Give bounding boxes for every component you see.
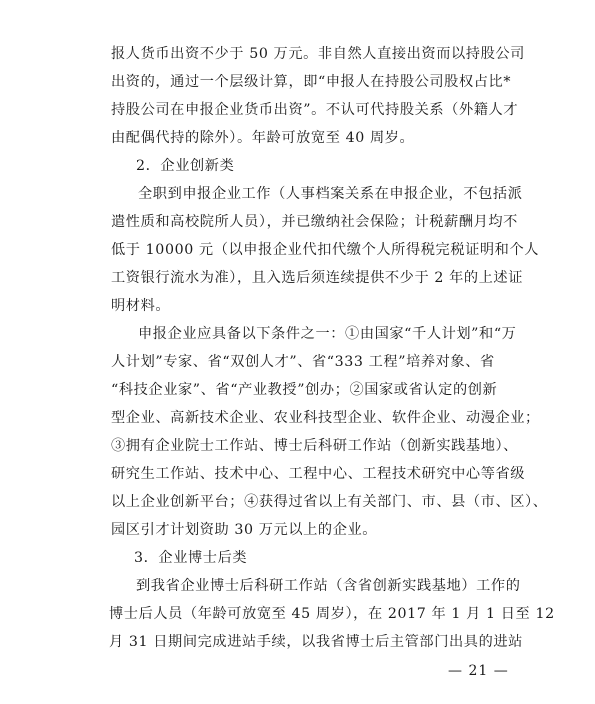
text-line: 明材料。 [111,298,171,314]
text-line: “科技企业家”、省“产业教授”创办；②国家或省认定的创新 [111,382,498,398]
text-line: 人计划”专家、省“双创人才”、省“333 工程”培养对象、省 [111,354,495,370]
text-line: 遣性质和高校院所人员），并已缴纳社会保险；计税薪酬月均不 [111,214,518,230]
text-line: 申报企业应具备以下条件之一：①由国家“千人计划”和“万 [138,326,517,342]
section-heading: 3．企业博士后类 [134,550,248,566]
page-number: — 21 — [448,663,509,679]
text-line: 由配偶代持的除外）。年龄可放宽至 40 周岁。 [111,130,415,146]
text-line: 到我省企业博士后科研工作站（含省创新实践基地）工作的 [136,578,521,594]
text-line: 工资银行流水为准），且入选后须连续提供不少于 2 年的上述证 [111,270,524,286]
section-heading: 2．企业创新类 [136,158,235,174]
text-line: 园区引才计划资助 30 万元以上的企业。 [111,522,378,538]
text-line: 低于 10000 元（以申报企业代扣代缴个人所得税完税证明和个人 [111,242,540,258]
text-line: ③拥有企业院士工作站、博士后科研工作站（创新实践基地）、 [111,438,518,454]
text-line: 博士后人员（年龄可放宽至 45 周岁），在 2017 年 1 月 1 日至 12 [109,606,555,622]
text-line: 出资的，通过一个层级计算，即“申报人在持股公司股权占比* [111,74,512,90]
text-line: 型企业、高新技术企业、农业科技型企业、软件企业、动漫企业； [111,410,540,426]
text-line: 报人货币出资不少于 50 万元。非自然人直接出资而以持股公司 [111,46,525,62]
text-line: 月 31 日期间完成进站手续，以我省博士后主管部门出具的进站 [109,634,523,650]
text-line: 持股公司在申报企业货币出资”。不认可代持股关系（外籍人才 [111,102,519,118]
text-line: 全职到申报企业工作（人事档案关系在申报企业，不包括派 [138,186,523,202]
text-line: 以上企业创新平台；④获得过省以上有关部门、市、县（市、区）、 [111,494,548,510]
text-line: 研究生工作站、技术中心、工程中心、工程技术研究中心等省级 [111,466,526,482]
